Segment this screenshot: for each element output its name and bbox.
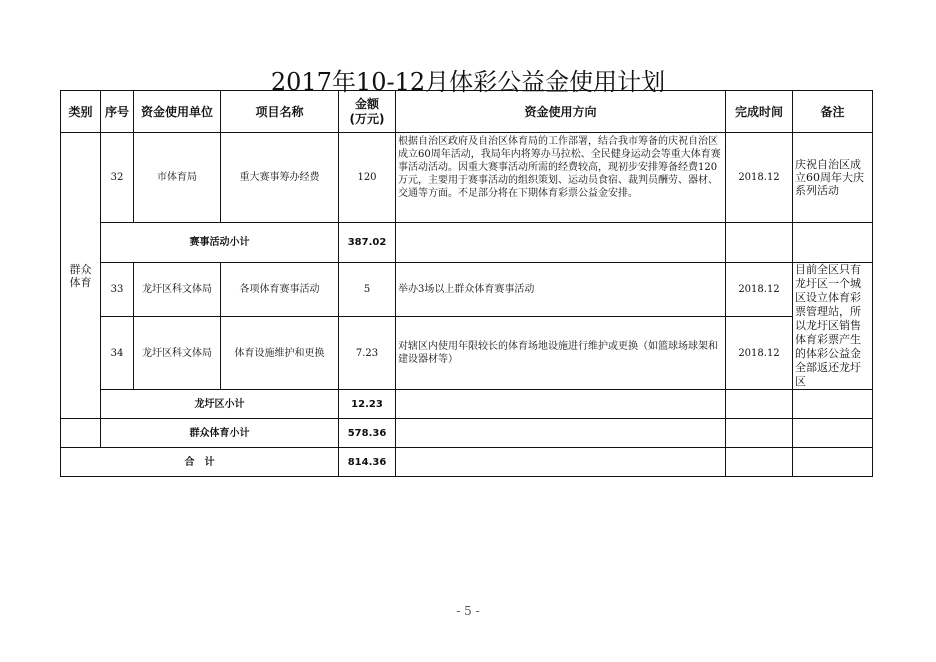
subtotal-amount: 387.02 (339, 223, 396, 263)
row-unit: 市体育局 (134, 133, 221, 223)
header-no: 序号 (101, 91, 134, 133)
row-date: 2018.12 (726, 263, 793, 317)
row-amount: 5 (339, 263, 396, 317)
row-no: 32 (101, 133, 134, 223)
row-note: 目前全区只有龙圩区一个城区设立体育彩票管理站，所以龙圩区销售体育彩票产生的体彩公益金全部返还龙圩区 (793, 263, 873, 390)
subtotal-label: 赛事活动小计 (101, 223, 339, 263)
fund-plan-table (60, 90, 873, 477)
row-note: 庆祝自治区成立60周年大庆系列活动 (793, 133, 873, 223)
header-row (61, 91, 873, 133)
header-project: 项目名称 (221, 91, 339, 133)
subtotal-amount: 12.23 (339, 390, 396, 419)
category-cell: 群众 体育 (61, 133, 101, 419)
row-project: 重大赛事筹办经费 (221, 133, 339, 223)
subtotal-label: 群众体育小计 (101, 419, 339, 448)
table-row (61, 133, 873, 223)
subtotal-amount: 578.36 (339, 419, 396, 448)
subtotal-row-mass (61, 419, 873, 448)
row-date: 2018.12 (726, 317, 793, 390)
total-label: 合 计 (61, 448, 339, 477)
row-date: 2018.12 (726, 133, 793, 223)
table-row (61, 317, 873, 390)
row-direction: 根据自治区政府及自治区体育局的工作部署，结合我市筹备的庆祝自治区成立60周年活动，我局年内将筹办马拉松、全民健身运动会等重大体育赛事活动活动。因重大赛事活动所需的经费较高，现初步安排筹备经费120万元，主要用于赛事活动的组织策划、运动员食宿、裁判员酬劳、器材、交通等方面。不足部分将在下期体育彩票公益金安排。 (396, 133, 726, 223)
row-project: 体育设施维护和更换 (221, 317, 339, 390)
row-unit: 龙圩区科文体局 (134, 317, 221, 390)
page-number: - 5 - (456, 604, 480, 618)
subtotal-label: 龙圩区小计 (101, 390, 339, 419)
header-note: 备注 (793, 91, 873, 133)
header-unit: 资金使用单位 (134, 91, 221, 133)
header-direction: 资金使用方向 (396, 91, 726, 133)
row-amount: 120 (339, 133, 396, 223)
row-amount: 7.23 (339, 317, 396, 390)
subtotal-row-longxu (61, 390, 873, 419)
total-amount: 814.36 (339, 448, 396, 477)
subtotal-row-events (61, 223, 873, 263)
row-direction: 对辖区内使用年限较长的体育场地设施进行维护或更换（如篮球场球架和建设器材等） (396, 317, 726, 390)
header-date: 完成时间 (726, 91, 793, 133)
table-row (61, 263, 873, 317)
row-project: 各项体育赛事活动 (221, 263, 339, 317)
row-unit: 龙圩区科文体局 (134, 263, 221, 317)
row-direction: 举办3场以上群众体育赛事活动 (396, 263, 726, 317)
total-row (61, 448, 873, 477)
row-no: 33 (101, 263, 134, 317)
header-amount: 金额 (万元) (339, 91, 396, 133)
header-category: 类别 (61, 91, 101, 133)
page-title: 2017年10-12月体彩公益金使用计划 (270, 68, 666, 96)
row-no: 34 (101, 317, 134, 390)
